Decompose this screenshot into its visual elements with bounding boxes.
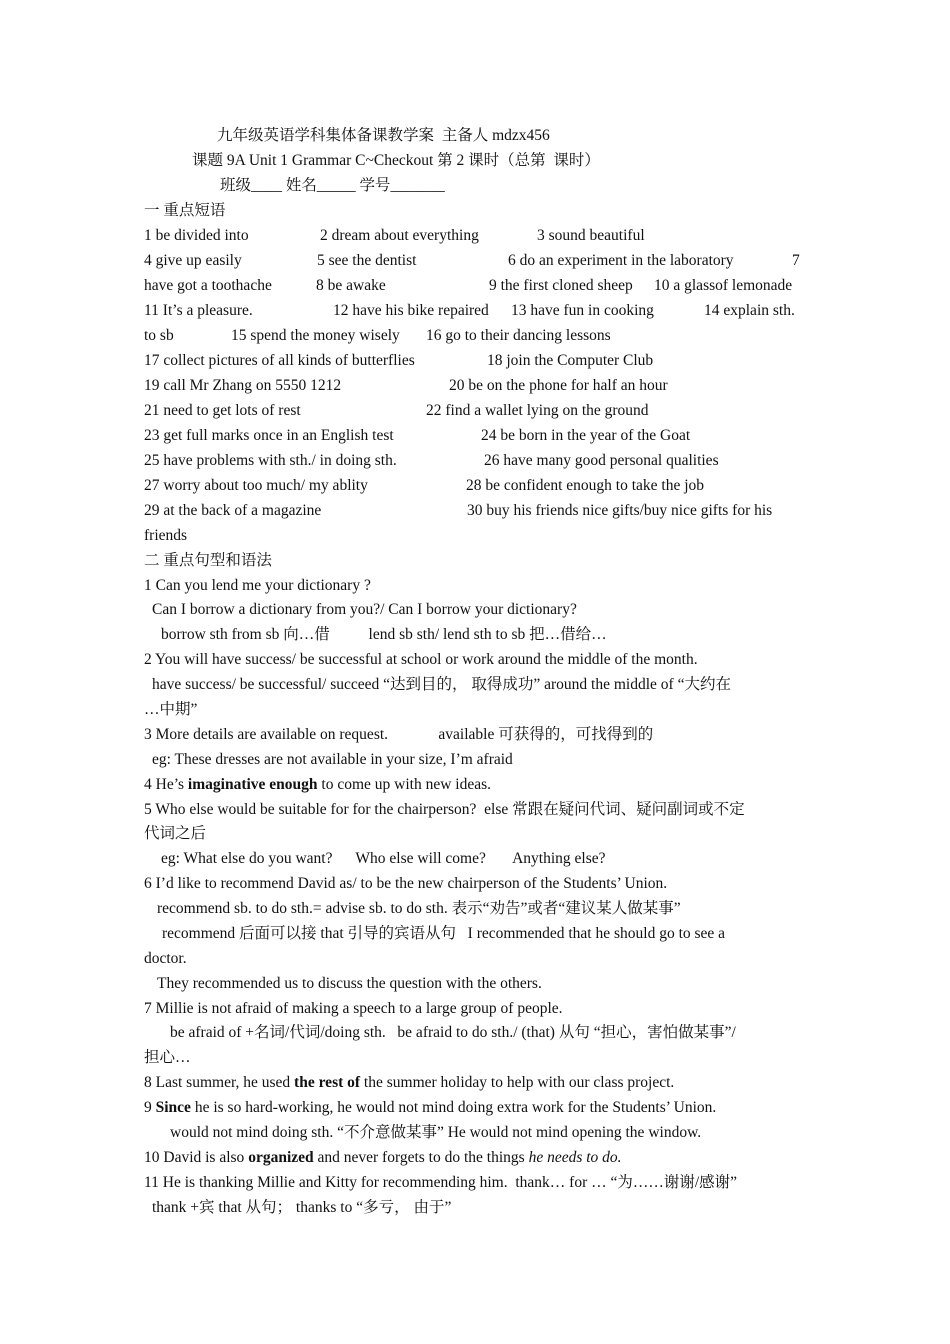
- sentence-line: 7 Millie is not afraid of making a speech to a large group of people.: [144, 1000, 563, 1017]
- sentence-line: 1 Can you lend me your dictionary ?: [144, 577, 371, 594]
- phrase-item: 1 be divided into: [144, 227, 249, 244]
- italic-phrase: he needs to do.: [528, 1149, 622, 1166]
- phrase-item: 27 worry about too much/ my ablity: [144, 477, 368, 494]
- sentence-line: 6 I’d like to recommend David as/ to be the new chairperson of the Students’ Union.: [144, 875, 668, 892]
- sentence-line: recommend 后面可以接 that 引导的宾语从句 I recommended that he should go to see a: [162, 925, 726, 942]
- phrase-item: 11 It’s a pleasure.: [144, 302, 253, 319]
- phrase-item: 10 a glassof lemonade: [654, 277, 793, 294]
- document-title: 九年级英语学科集体备课教学案 主备人 mdzx456: [217, 127, 550, 144]
- section2-heading: 二 重点句型和语法: [144, 552, 272, 569]
- phrase-item: 21 need to get lots of rest: [144, 402, 301, 419]
- text-run: to come up with new ideas.: [317, 776, 492, 793]
- sentence-line: eg: These dresses are not available in your size, I’m afraid: [152, 751, 513, 768]
- phrase-item: have got a toothache: [144, 277, 272, 294]
- text-run: 4 He’s: [144, 776, 188, 793]
- text-run: the summer holiday to help with our class project.: [360, 1074, 675, 1091]
- sentence-line: thank +宾 that 从句； thanks to “多亏， 由于”: [152, 1199, 452, 1216]
- sentence-line: eg: What else do you want? Who else will come? Anything else?: [161, 850, 606, 867]
- phrase-item: 9 the first cloned sheep: [489, 277, 633, 294]
- bold-phrase: the rest of: [294, 1074, 361, 1091]
- text-run: he is so hard-working, he would not mind doing extra work for the Students’ Union.: [190, 1099, 717, 1116]
- phrase-item: 13 have fun in cooking: [511, 302, 654, 319]
- bold-phrase: imaginative enough: [187, 776, 318, 793]
- sentence-line: …中期”: [144, 701, 198, 718]
- sentence-line: [144, 775, 491, 795]
- section1-heading: 一 重点短语: [144, 202, 226, 219]
- sentence-line: They recommended us to discuss the question with the others.: [157, 975, 542, 992]
- sentence-line: Can I borrow a dictionary from you?/ Can I borrow your dictionary?: [152, 601, 577, 618]
- bold-phrase: organized: [248, 1149, 314, 1166]
- phrase-item: 24 be born in the year of the Goat: [481, 427, 691, 444]
- sentence-line: 代词之后: [144, 825, 207, 842]
- sentence-line: 5 Who else would be suitable for for the chairperson? else 常跟在疑问代词、疑问副词或不定: [144, 801, 745, 818]
- text-run: and never forgets to do the things: [313, 1149, 529, 1166]
- sentence-line: [144, 1098, 716, 1118]
- phrase-item: 4 give up easily: [144, 252, 242, 269]
- phrase-item: 7: [792, 252, 800, 269]
- sentence-line: be afraid of +名词/代词/doing sth. be afraid to do sth./ (that) 从句 “担心，害怕做某事”/: [170, 1024, 736, 1041]
- phrase-item: 17 collect pictures of all kinds of butterflies: [144, 352, 415, 369]
- phrase-item: 2 dream about everything: [320, 227, 479, 244]
- sentence-line: would not mind doing sth. “不介意做某事” He would not mind opening the window.: [170, 1124, 702, 1141]
- phrase-item: 30 buy his friends nice gifts/buy nice gifts for his: [467, 502, 773, 519]
- phrase-item: 23 get full marks once in an English test: [144, 427, 394, 444]
- phrase-item: to sb: [144, 327, 174, 344]
- sentence-line: borrow sth from sb 向…借 lend sb sth/ lend sth to sb 把…借给…: [161, 626, 607, 643]
- text-run: 9: [144, 1099, 156, 1116]
- phrase-item: 15 spend the money wisely: [231, 327, 400, 344]
- text-run: 8 Last summer, he used: [144, 1074, 295, 1091]
- sentence-line: 3 More details are available on request. available 可获得的，可找得到的: [144, 726, 654, 743]
- phrase-item: 22 find a wallet lying on the ground: [426, 402, 649, 419]
- phrase-item: 29 at the back of a magazine: [144, 502, 322, 519]
- phrase-item: friends: [144, 527, 188, 544]
- sentence-line: 2 You will have success/ be successful at school or work around the middle of the month.: [144, 651, 698, 668]
- phrase-item: 16 go to their dancing lessons: [426, 327, 611, 344]
- sentence-line: [144, 1148, 622, 1168]
- phrase-item: 6 do an experiment in the laboratory: [508, 252, 734, 269]
- phrase-item: 20 be on the phone for half an hour: [449, 377, 668, 394]
- phrase-item: 19 call Mr Zhang on 5550 1212: [144, 377, 342, 394]
- bold-phrase: Since: [155, 1099, 191, 1116]
- sentence-line: [144, 1073, 674, 1093]
- phrase-item: 28 be confident enough to take the job: [466, 477, 705, 494]
- sentence-line: doctor.: [144, 950, 187, 967]
- sentence-line: recommend sb. to do sth.= advise sb. to do sth. 表示“劝告”或者“建议某人做某事”: [157, 900, 681, 917]
- phrase-item: 25 have problems with sth./ in doing sth.: [144, 452, 397, 469]
- text-run: 10 David is also: [144, 1149, 249, 1166]
- sentence-line: 11 He is thanking Millie and Kitty for recommending him. thank… for … “为……谢谢/感谢”: [144, 1174, 738, 1191]
- phrase-item: 14 explain sth.: [704, 302, 795, 319]
- phrase-item: 18 join the Computer Club: [487, 352, 654, 369]
- lesson-subject: 课题 9A Unit 1 Grammar C~Checkout 第 2 课时（总第 课时）: [192, 152, 600, 169]
- sentence-line: 担心…: [144, 1049, 191, 1066]
- phrase-item: 5 see the dentist: [317, 252, 417, 269]
- phrase-item: 26 have many good personal qualities: [484, 452, 719, 469]
- student-info: 班级____ 姓名_____ 学号_______: [220, 177, 445, 194]
- phrase-item: 12 have his bike repaired: [333, 302, 489, 319]
- phrase-item: 8 be awake: [316, 277, 386, 294]
- phrase-item: 3 sound beautiful: [537, 227, 645, 244]
- sentence-line: have success/ be successful/ succeed “达到目的， 取得成功” around the middle of “大约在: [152, 676, 731, 693]
